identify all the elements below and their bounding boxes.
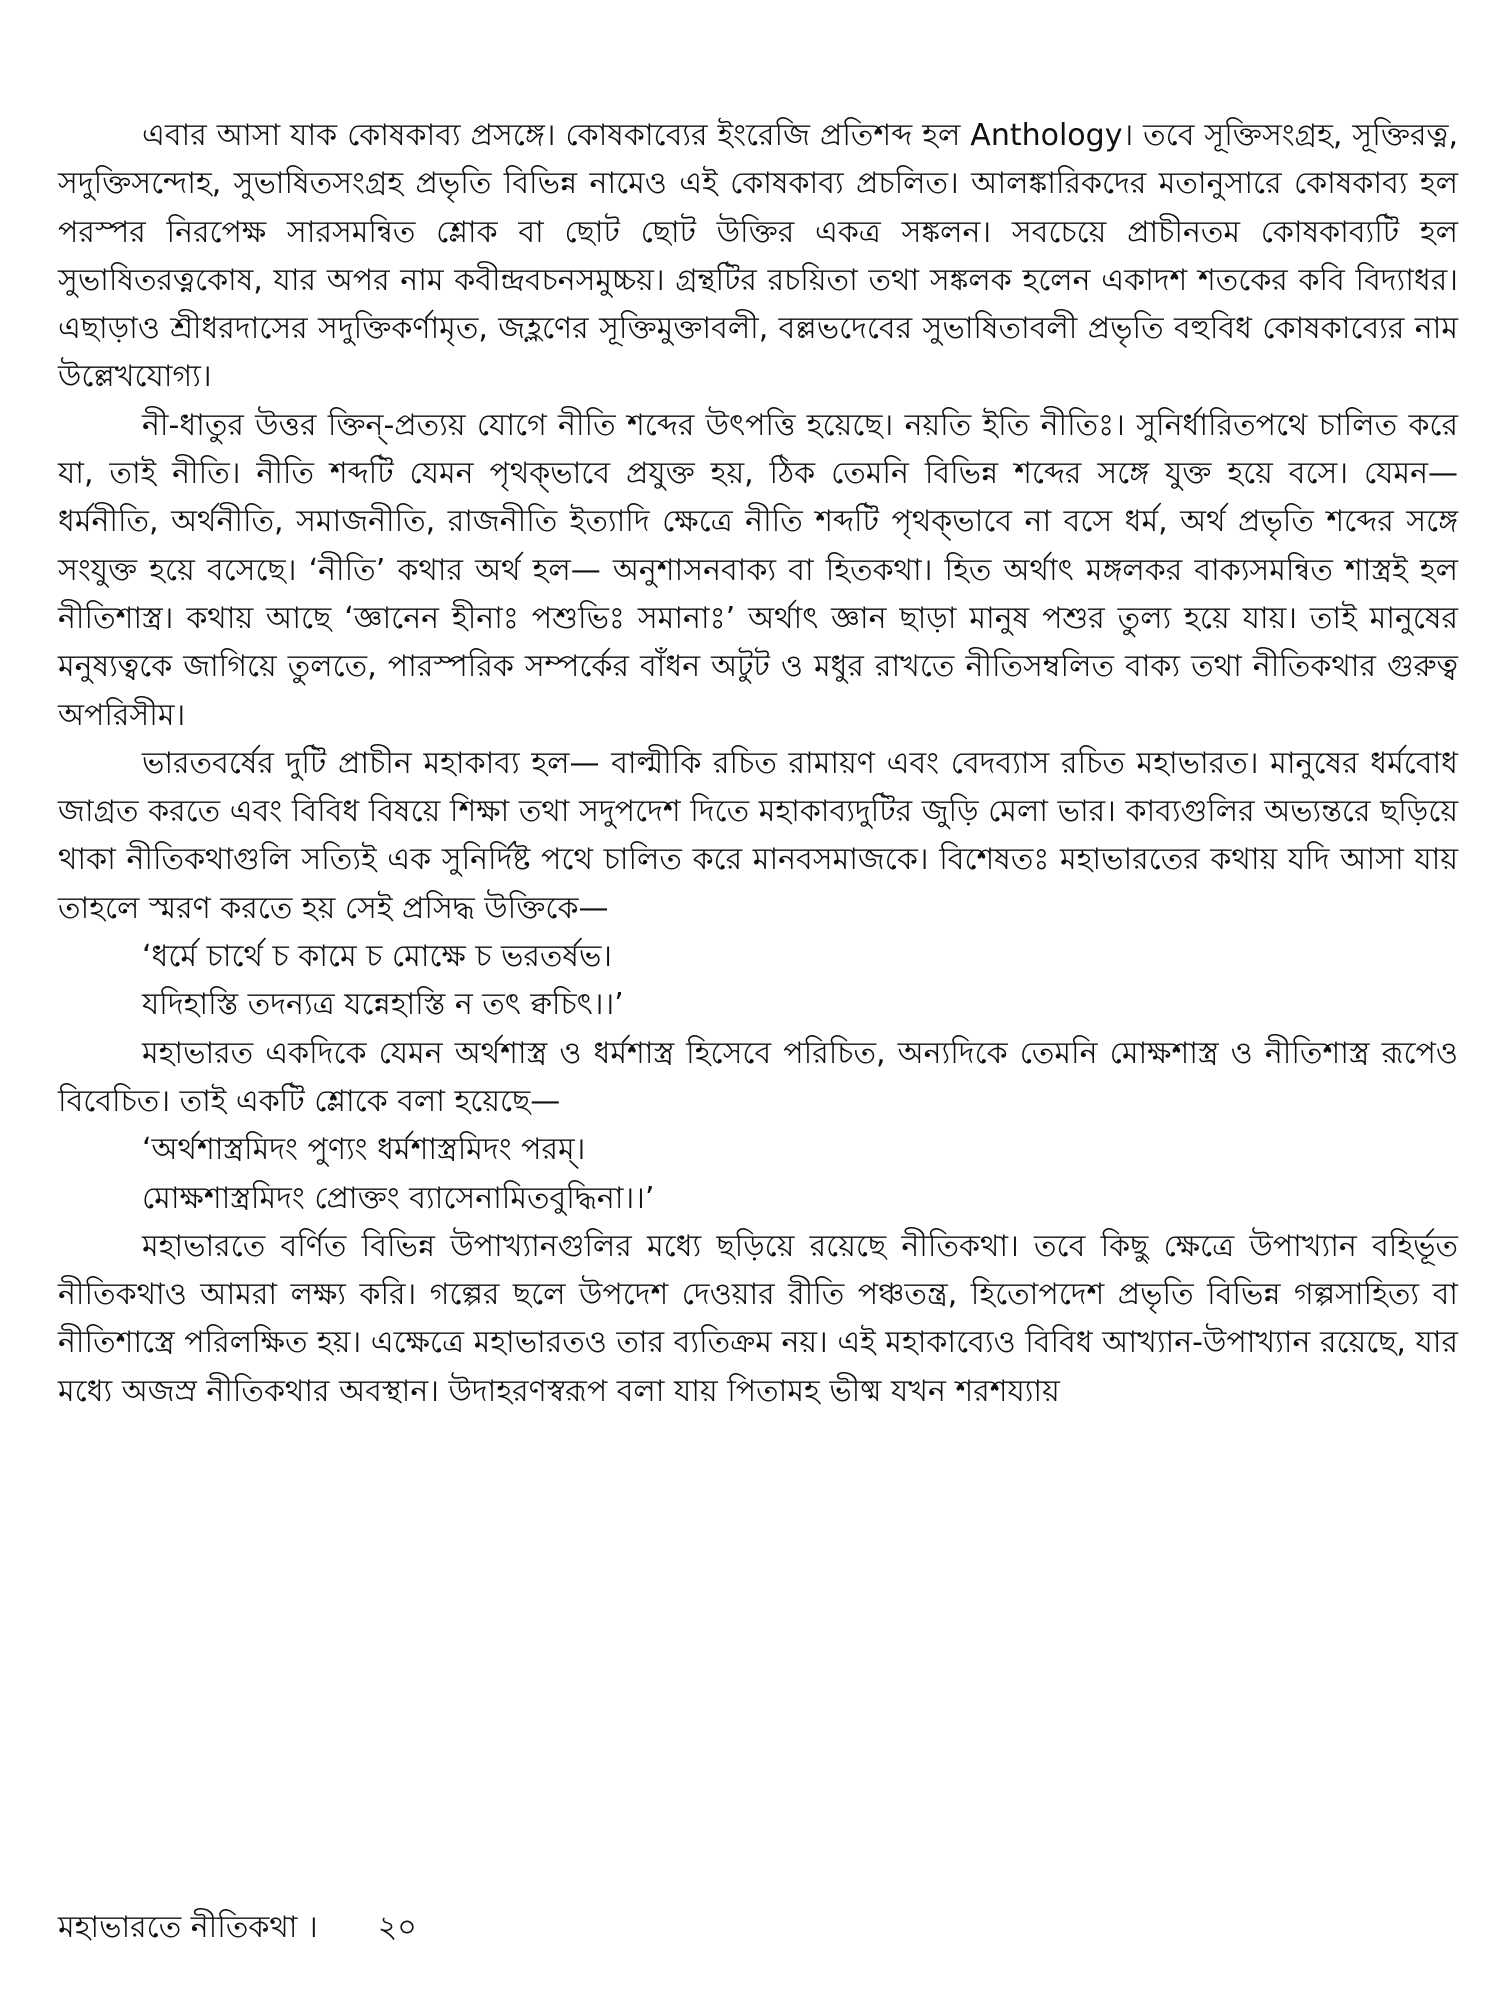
paragraph-upakhyan: মহাভারতে বর্ণিত বিভিন্ন উপাখ্যানগুলির মধ্যে ছড়িয়ে রয়েছে নীতিকথা। তবে কিছু ক্ষেত্রে উপাখ্যান বহির্ভূত নীতিকথাও আমরা লক্ষ্য করি। গল্পের ছলে উপদেশ দেওয়ার রীতি পঞ্চতন্ত্র, হিতোপদেশ প্রভৃতি বিভিন্ন গল্পসাহিত্য বা নীতিশাস্ত্রে পরিলক্ষিত হয়। এক্ষেত্রে মহাভারতও তার ব্যতিক্রম নয়। এই মহাকাব্যেও বিবিধ আখ্যান-উপাখ্যান রয়েছে, যার মধ্যে অজস্র নীতিকথার অবস্থান। উদাহরণস্বরূপ বলা যায় পিতামহ ভীষ্ম যখন শরশয্যায় — [58, 1228, 1458, 1409]
page-body — [58, 112, 1458, 1416]
paragraph-niti-definition: নী-ধাতুর উত্তর ক্তিন্-প্রত্যয় যোগে নীতি শব্দের উৎপত্তি হয়েছে। নয়তি ইতি নীতিঃ। সুনির্ধারিতপথে চালিত করে যা, তাই নীতি। নীতি শব্দটি যেমন পৃথক্‌ভাবে প্রযুক্ত হয়, ঠিক তেমনি বিভিন্ন শব্দের সঙ্গে যুক্ত হয়ে বসে। যেমন— ধর্মনীতি, অর্থনীতি, সমাজনীতি, রাজনীতি ইত্যাদি ক্ষেত্রে নীতি শব্দটি পৃথক্‌ভাবে না বসে ধর্ম, অর্থ প্রভৃতি শব্দের সঙ্গে সংযুক্ত হয়ে বসেছে। ‘নীতি’ কথার অর্থ হল— অনুশাসনবাক্য বা হিতকথা। হিত অর্থাৎ মঙ্গলকর বাক্যসমন্বিত শাস্ত্রই হল নীতিশাস্ত্র। কথায় আছে ‘জ্ঞানেন হীনাঃ পশুভিঃ সমানাঃ’ অর্থাৎ জ্ঞান ছাড়া মানুষ পশুর তুল্য হয়ে যায়। তাই মানুষের মনুষ্যত্বকে জাগিয়ে তুলতে, পারস্পরিক সম্পর্কের বাঁধন অটুট ও মধুর রাখতে নীতিসম্বলিত বাক্য তথা নীতিকথার গুরুত্ব অপরিসীম। — [58, 407, 1458, 733]
verse-2-line-2: মোক্ষশাস্ত্রমিদং প্রোক্তং ব্যাসেনামিতবুদ্ধিনা।।’ — [142, 1180, 655, 1216]
page-footer — [58, 1908, 417, 1948]
paragraph-kosakavya: এবার আসা যাক কোষকাব্য প্রসঙ্গে। কোষকাব্যের ইংরেজি প্রতিশব্দ হল Anthology। তবে সূক্তিসংগ্রহ, সূক্তিরত্ন, সদুক্তিসন্দোহ, সুভাষিতসংগ্রহ প্রভৃতি বিভিন্ন নামেও এই কোষকাব্য প্রচলিত। আলঙ্কারিকদের মতানুসারে কোষকাব্য হল পরস্পর নিরপেক্ষ সারসমন্বিত শ্লোক বা ছোট ছোট উক্তির একত্র সঙ্কলন। সবচেয়ে প্রাচীনতম কোষকাব্যটি হল সুভাষিতরত্নকোষ, যার অপর নাম কবীন্দ্রবচনসমুচ্চয়। গ্রন্থটির রচয়িতা তথা সঙ্কলক হলেন একাদশ শতকের কবি বিদ্যাধর। এছাড়াও শ্রীধরদাসের সদুক্তিকর্ণামৃত, জহ্লণের সূক্তিমুক্তাবলী, বল্লভদেবের সুভাষিতাবলী প্রভৃতি বহুবিধ কোষকাব্যের নাম উল্লেখযোগ্য। — [58, 118, 1458, 395]
verse-2-line-1: ‘অর্থশাস্ত্রমিদং পুণ্যং ধর্মশাস্ত্রমিদং পরম্। — [142, 1132, 586, 1168]
paragraph-mahabharata-shastra: মহাভারত একদিকে যেমন অর্থশাস্ত্র ও ধর্মশাস্ত্র হিসেবে পরিচিত, অন্যদিকে তেমনি মোক্ষশাস্ত্র ও নীতিশাস্ত্র রূপেও বিবেচিত। তাই একটি শ্লোকে বলা হয়েছে— — [58, 1035, 1458, 1119]
verse-1-line-1: ‘ধর্মে চার্থে চ কামে চ মোক্ষে চ ভরতর্ষভ। — [142, 939, 613, 975]
paragraph-mahakavya: ভারতবর্ষের দুটি প্রাচীন মহাকাব্য হল— বাল্মীকি রচিত রামায়ণ এবং বেদব্যাস রচিত মহাভারত। মানুষের ধর্মবোধ জাগ্রত করতে এবং বিবিধ বিষয়ে শিক্ষা তথা সদুপদেশ দিতে মহাকাব্যদুটির জুড়ি মেলা ভার। কাব্যগুলির অভ্যন্তরে ছড়িয়ে থাকা নীতিকথাগুলি সত্যিই এক সুনির্দিষ্ট পথে চালিত করে মানবসমাজকে। বিশেষতঃ মহাভারতের কথায় যদি আসা যায় তাহলে স্মরণ করতে হয় সেই প্রসিদ্ধ উক্তিকে— — [58, 745, 1458, 926]
footer-book-title: মহাভারতে নীতিকথা । — [58, 1910, 318, 1945]
footer-page-number: ২০ — [377, 1910, 417, 1945]
verse-1-line-2: যদিহাস্তি তদন্যত্র যন্নেহাস্তি ন তৎ ক্বচিৎ।।’ — [142, 987, 624, 1023]
